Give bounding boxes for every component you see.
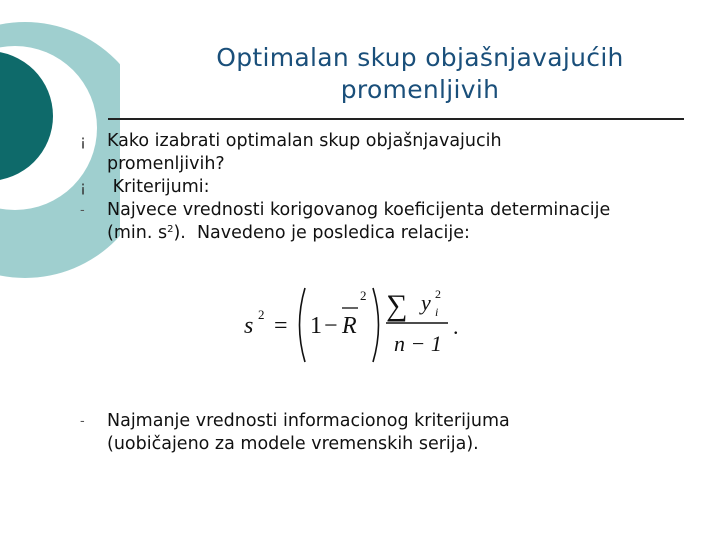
bullet-list: [80, 130, 700, 245]
formula-lhs-s: s: [244, 313, 254, 339]
bullet-text-line: Najvece vrednosti korigovanog koeficijenta determinacije: [107, 200, 611, 220]
bullet-item-information-criterion: [80, 410, 700, 456]
formula-one: 1: [310, 313, 322, 339]
formula-period: .: [453, 314, 459, 339]
bullet-marker-dash: -: [80, 203, 85, 218]
formula-right-paren: [373, 288, 379, 362]
formula-paren-exponent: 2: [360, 288, 367, 303]
formula-y-subscript: i: [435, 305, 439, 319]
slide-title-line-1: Optimalan skup objašnjavajućih: [216, 43, 624, 72]
bullet-text-line: promenljivih?: [107, 154, 225, 174]
text-segment: (min. s: [107, 223, 168, 243]
slide-title: [120, 42, 720, 106]
bullet-text-line: Kriterijumi:: [107, 177, 210, 197]
bullet-text-line: [107, 222, 700, 245]
formula-adjusted-variance: [238, 282, 478, 368]
text-segment: ). Navedeno je posledica relacije:: [173, 223, 470, 243]
formula-left-paren: [300, 288, 306, 362]
formula-y-exponent: 2: [435, 287, 441, 301]
formula-sum-sign: ∑: [386, 289, 408, 322]
formula-minus: −: [324, 313, 338, 339]
superscript: 2: [167, 224, 174, 235]
slide-title-line-2: promenljivih: [340, 75, 500, 104]
bullet-marker-circle: ¡: [80, 132, 87, 150]
bullet-text-line: Najmanje vrednosti informacionog kriterijuma: [107, 411, 510, 431]
formula-equals: =: [274, 313, 288, 339]
bullet-marker-circle: ¡: [80, 178, 87, 196]
bullet-item-question: [80, 130, 700, 176]
formula-r: R: [342, 313, 357, 339]
bullet-text-line: Kako izabrati optimalan skup objašnjavajucih: [107, 131, 502, 151]
bullet-text-line: (uobičajeno za modele vremenskih serija).: [107, 434, 479, 454]
formula-lhs-exponent: 2: [258, 307, 265, 322]
bullet-item-adjusted-r2: [80, 199, 700, 245]
bullet-marker-dash: -: [80, 414, 85, 429]
bullet-item-criteria: [80, 176, 700, 199]
formula-y: y: [421, 290, 431, 315]
title-divider: [108, 118, 684, 120]
bullet-item-body: [80, 410, 700, 456]
formula-denominator: n − 1: [394, 331, 442, 356]
